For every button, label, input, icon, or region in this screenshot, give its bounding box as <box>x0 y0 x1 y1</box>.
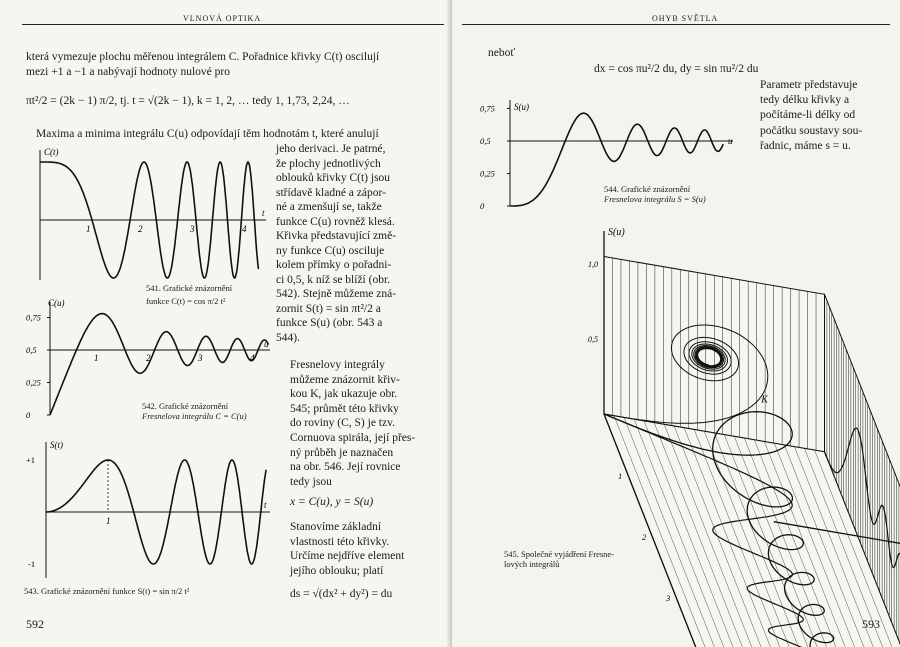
x-tick-label: 4 <box>250 353 255 363</box>
intro-line-2: mezi +1 a −1 a nabývají hodnoty nulové pro <box>26 66 230 78</box>
col3-line: Určíme nejdříve element <box>290 550 405 563</box>
u-tick-label: 1 <box>618 471 623 481</box>
y-tick-label: 0,25 <box>26 377 41 388</box>
ds-equation: ds = √(dx² + dy²) = du <box>290 588 393 600</box>
col1-line: jeho derivaci. Je patrné, <box>276 143 386 155</box>
s-axis-label: S(u) <box>608 227 625 238</box>
col2-line: ný průběh je naznačen <box>290 446 394 459</box>
x-tick-label: 2 <box>138 224 143 234</box>
col2-line: na obr. 546. Její rovnice <box>290 461 401 474</box>
fig544-caption-2: Fresnelova integrálu S = S(u) <box>604 194 706 204</box>
col2-line: Fresnelovy integrály <box>290 359 385 371</box>
curve-k-label: K <box>761 394 768 406</box>
col2-line: do roviny (C, S) je tzv. <box>290 417 395 430</box>
paragraph-first-line: Maxima a minima integrálu C(u) odpovídají těm hodnotám t, které anulují <box>36 128 379 140</box>
col2-line: tedy jsou <box>290 475 332 488</box>
side-line: počítáme-li délky od <box>760 109 856 122</box>
running-head-right: OHYB SVĚTLA <box>652 14 719 23</box>
side-line: tedy délku křivky a <box>760 94 850 107</box>
col1-line: né a zmenšují se, takže <box>276 201 382 213</box>
x-tick-label: 1 <box>106 516 111 526</box>
y-tick-label: 0,5 <box>26 345 37 355</box>
col3-line: Stanovíme základní <box>290 521 382 533</box>
running-head-left: VLNOVÁ OPTIKA <box>183 14 262 23</box>
u-tick-label: 3 <box>666 593 671 603</box>
col1-line: funkce S(u) (obr. 543 a <box>276 317 383 329</box>
col1-line: Křivka představující změ- <box>276 230 397 242</box>
y-tick-label: 0,5 <box>480 136 491 146</box>
col1-line: že plochy jednotlivých <box>276 157 381 170</box>
y-axis-label: S(u) <box>514 102 529 112</box>
x-axis-label: u <box>264 339 269 349</box>
y-axis-label: C(u) <box>48 298 65 308</box>
x-axis-label: t <box>264 500 267 510</box>
differential-equation: dx = cos πu²/2 du, dy = sin πu²/2 du <box>594 63 759 75</box>
col1-line: oblouků křivky C(t) jsou <box>276 172 391 184</box>
x-tick-label: 3 <box>198 353 203 363</box>
fig543-caption: 543. Grafické znázornění funkce S(t) = sin π/2 t² <box>24 586 190 596</box>
col1-line: střídavě kladné a zápor- <box>276 186 386 199</box>
fig-545-plot <box>492 227 892 603</box>
u-tick-label: 2 <box>642 532 647 542</box>
header-rule-right <box>462 24 890 25</box>
y-tick-label: 0,75 <box>26 312 41 323</box>
fig545-caption-1: 545. Společné vyjádření Fresne- <box>504 549 614 559</box>
y-tick-label: 0,25 <box>480 168 495 179</box>
col2-line: kou K, jak ukazuje obr. <box>290 388 398 401</box>
y-tick-label: +1 <box>26 455 36 465</box>
col1-line: funkce C(u) rovněž klesá. <box>276 215 395 228</box>
col2-line: můžeme znázornit křiv- <box>290 373 400 386</box>
page-number-left: 592 <box>26 617 44 631</box>
x-tick-label: 3 <box>190 224 195 234</box>
x-tick-label: 1 <box>94 353 99 363</box>
side-line: Parametr představuje <box>760 79 858 91</box>
col1-line: zornit S(t) = sin πt²/2 a <box>276 302 381 315</box>
x-tick-label: 1 <box>86 224 91 234</box>
s-tick-label: 1,0 <box>588 260 598 269</box>
col3-line: vlastnosti této křivky. <box>290 535 390 548</box>
col2-line: 545; průmět této křivky <box>290 402 399 415</box>
page-number-right: 593 <box>862 617 880 631</box>
right-page <box>452 0 900 647</box>
x-axis-label: u <box>728 136 733 146</box>
x-tick-label: 4 <box>242 224 247 234</box>
col1-line: ci 0,5, k níž se blíží (obr. <box>276 273 391 286</box>
s-tick-label: 0,5 <box>588 335 598 344</box>
col2-line: Cornuova spirála, její přes- <box>290 432 416 444</box>
c-u-curve <box>50 314 268 415</box>
fig545-caption-2: lových integrálů <box>504 559 560 569</box>
fig-543-plot <box>26 440 274 580</box>
col1-line: ny funkce C(u) osciluje <box>276 244 385 257</box>
y-axis-label: C(t) <box>44 147 59 157</box>
y-tick-label: 0,75 <box>480 103 495 114</box>
side-line: počátku soustavy sou- <box>760 124 863 137</box>
lead-word: neboť <box>488 47 516 59</box>
fig541-caption-2: funkce C(t) = cos π/2 t² <box>146 296 226 306</box>
nulls-equation: πt²/2 = (2k − 1) π/2, tj. t = √(2k − 1), k = 1, 2, … tedy 1, 1,73, 2,24, … <box>26 95 350 107</box>
col1-line: 544). <box>276 331 300 344</box>
fig542-caption-1: 542. Grafické znázornění <box>142 401 229 411</box>
y-tick-label: 0 <box>26 410 31 420</box>
col1-line: 542). Stejně můžeme zná- <box>276 288 397 300</box>
y-tick-label: 0 <box>480 201 485 211</box>
x-tick-label: 2 <box>146 353 151 363</box>
header-rule-left <box>22 24 444 25</box>
intro-line-1: která vymezuje plochu měřenou integrálem C. Pořadnice křivky C(t) oscilují <box>26 51 380 63</box>
col1-line: kolem přímky o pořadni- <box>276 259 392 271</box>
fig541-caption-1: 541. Grafické znázornění <box>146 283 233 293</box>
y-tick-label: -1 <box>28 559 36 569</box>
fig-541-plot <box>30 145 270 285</box>
param-equation: x = C(u), y = S(u) <box>290 496 374 508</box>
fig542-caption-2: Fresnelova integrálu C = C(u) <box>142 411 247 421</box>
side-line: řadnic, máme s = u. <box>760 139 851 152</box>
x-axis-label: t <box>262 208 265 218</box>
fig544-caption-1: 544. Grafické znázornění <box>604 184 691 194</box>
y-axis-label: S(t) <box>50 440 63 450</box>
col3-line: jejího oblouku; platí <box>290 564 384 577</box>
